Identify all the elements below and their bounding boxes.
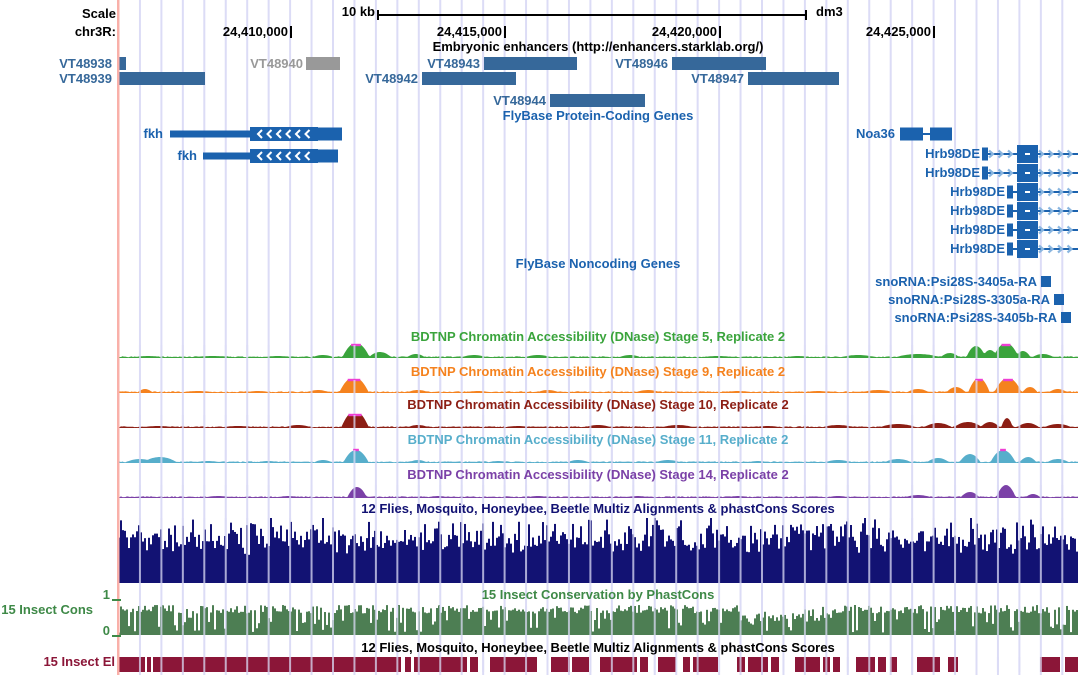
scale-label: Scale: [82, 6, 116, 21]
enhancer-label[interactable]: VT48943: [427, 56, 480, 71]
insect-el-block[interactable]: [890, 657, 897, 672]
track-title-dnase[interactable]: BDTNP Chromatin Accessibility (DNase) Stage 11, Replicate 2: [407, 432, 789, 447]
gene-label[interactable]: Hrb98DE: [925, 165, 980, 180]
insect-el-block[interactable]: [490, 657, 537, 672]
insect-el-block[interactable]: [147, 657, 151, 672]
dnase-signal[interactable]: [118, 483, 1078, 498]
track-title-dnase[interactable]: BDTNP Chromatin Accessibility (DNase) Stage 14, Replicate 2: [407, 467, 789, 482]
insect-el-block[interactable]: [640, 657, 648, 672]
noncoding-gene-box[interactable]: [1061, 312, 1071, 323]
dnase-signal[interactable]: [118, 343, 1078, 358]
dnase-signal[interactable]: [118, 378, 1078, 393]
coordinate-label: 24,425,000: [865, 24, 931, 39]
chromosome-label: chr3R:: [74, 24, 116, 39]
dnase-signal[interactable]: [118, 413, 1078, 428]
insect-el-block[interactable]: [153, 657, 401, 672]
coordinate-label: 24,415,000: [436, 24, 502, 39]
noncoding-gene-box[interactable]: [1041, 276, 1051, 287]
insect-el-block[interactable]: [683, 657, 690, 672]
insect-el-block[interactable]: [1040, 657, 1060, 672]
assembly-label: dm3: [816, 4, 843, 19]
insect-el-block[interactable]: [572, 657, 589, 672]
gene-label[interactable]: Hrb98DE: [950, 222, 1005, 237]
axis-tick-1: [112, 599, 121, 601]
gene-label[interactable]: fkh: [177, 148, 197, 163]
gene-label[interactable]: Hrb98DE: [950, 241, 1005, 256]
insect-el-block[interactable]: [405, 657, 411, 672]
enhancer-label[interactable]: VT48944: [493, 93, 546, 108]
insect-el-block[interactable]: [658, 657, 676, 672]
noncoding-gene-label[interactable]: snoRNA:Psi28S-3305a-RA: [888, 292, 1050, 307]
gene-label[interactable]: Noa36: [855, 126, 895, 141]
axis-tick-0: [112, 635, 121, 637]
insect-el-block[interactable]: [917, 657, 940, 672]
insect-el-block[interactable]: [737, 657, 745, 672]
insect-el-block[interactable]: [551, 657, 570, 672]
enhancer-label[interactable]: VT48947: [691, 71, 744, 86]
insect-el-block[interactable]: [748, 657, 768, 672]
noncoding-gene-box[interactable]: [1054, 294, 1064, 305]
insect-el-block[interactable]: [795, 657, 820, 672]
insect-el-block[interactable]: [414, 657, 467, 672]
insect-el-block[interactable]: [470, 657, 478, 672]
enhancer-label[interactable]: VT48940: [250, 56, 303, 71]
insect-el-left-label[interactable]: 15 Insect El: [43, 654, 115, 669]
insect-el-block[interactable]: [693, 657, 718, 672]
insect-el-block[interactable]: [1065, 657, 1078, 672]
insect-el-block[interactable]: [948, 657, 958, 672]
ruler-value: 10 kb: [341, 4, 375, 19]
track-title-dnase[interactable]: BDTNP Chromatin Accessibility (DNase) Stage 10, Replicate 2: [407, 397, 789, 412]
enhancer-label[interactable]: VT48942: [365, 71, 418, 86]
axis-label-1: 1: [102, 587, 110, 602]
conservation-histogram[interactable]: [118, 604, 1078, 635]
insect-el-block[interactable]: [118, 657, 145, 672]
enhancer-label[interactable]: VT48938: [59, 56, 112, 71]
track-title-conservation[interactable]: 15 Insect Conservation by PhastCons: [481, 587, 715, 602]
gene-label[interactable]: fkh: [143, 126, 163, 141]
enhancer-label[interactable]: VT48946: [615, 56, 668, 71]
coordinate-label: 24,420,000: [651, 24, 717, 39]
insect-el-block[interactable]: [878, 657, 886, 672]
insect-el-block[interactable]: [823, 657, 830, 672]
noncoding-gene-label[interactable]: snoRNA:Psi28S-3405a-RA: [875, 274, 1037, 289]
multiz-histogram[interactable]: [118, 517, 1078, 583]
gene-label[interactable]: Hrb98DE: [950, 184, 1005, 199]
coordinate-label: 24,410,000: [222, 24, 288, 39]
dnase-signal[interactable]: [118, 448, 1078, 463]
enhancer-label[interactable]: VT48939: [59, 71, 112, 86]
axis-label-0: 0: [102, 623, 110, 638]
track-title-multiz[interactable]: 12 Flies, Mosquito, Honeybee, Beetle Multiz Alignments & phastCons Scores: [361, 501, 835, 516]
track-title-coding-genes[interactable]: FlyBase Protein-Coding Genes: [502, 108, 694, 123]
conservation-left-label[interactable]: 15 Insect Cons: [1, 602, 93, 617]
noncoding-gene-label[interactable]: snoRNA:Psi28S-3405b-RA: [894, 310, 1057, 325]
insect-el-block[interactable]: [856, 657, 875, 672]
gene-label[interactable]: Hrb98DE: [950, 203, 1005, 218]
track-title-dnase[interactable]: BDTNP Chromatin Accessibility (DNase) Stage 5, Replicate 2: [410, 329, 786, 344]
track-title-multiz-bottom[interactable]: 12 Flies, Mosquito, Honeybee, Beetle Multiz Alignments & phastCons Scores: [361, 640, 835, 655]
track-title-noncoding-genes[interactable]: FlyBase Noncoding Genes: [515, 256, 681, 271]
track-title-enhancers[interactable]: Embryonic enhancers (http://enhancers.starklab.org/): [432, 39, 764, 54]
gene-label[interactable]: Hrb98DE: [925, 146, 980, 161]
insect-el-block[interactable]: [600, 657, 637, 672]
insect-el-block[interactable]: [771, 657, 779, 672]
insect-el-block[interactable]: [833, 657, 840, 672]
track-title-dnase[interactable]: BDTNP Chromatin Accessibility (DNase) Stage 9, Replicate 2: [410, 364, 786, 379]
